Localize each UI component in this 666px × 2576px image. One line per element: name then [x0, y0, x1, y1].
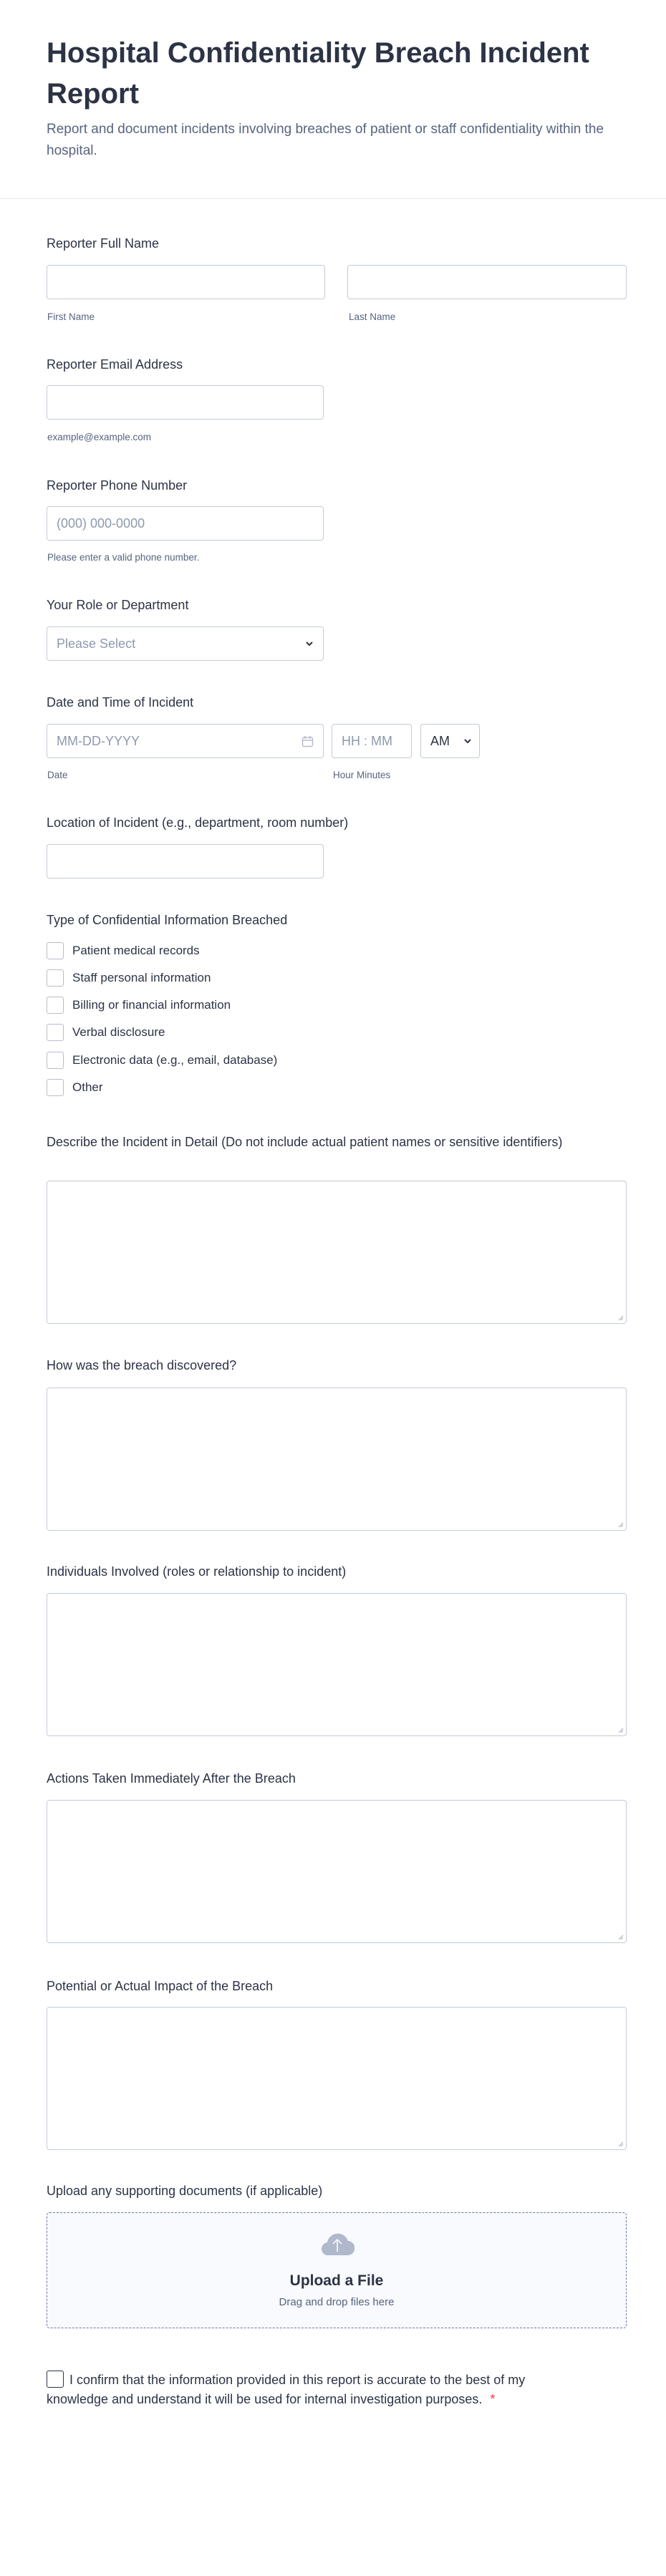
- last-name-sublabel: Last Name: [349, 311, 396, 322]
- checkbox[interactable]: [47, 1024, 64, 1041]
- confirm-checkbox-row[interactable]: [47, 2371, 548, 2409]
- calendar-icon[interactable]: [301, 735, 314, 747]
- checkbox[interactable]: [47, 969, 64, 987]
- describe-textarea[interactable]: [47, 1181, 627, 1324]
- resize-handle-icon[interactable]: [618, 1522, 624, 1528]
- date-input[interactable]: [47, 724, 324, 758]
- page-title: Hospital Confidentiality Breach Incident Report: [47, 37, 589, 110]
- resize-handle-icon[interactable]: [618, 1935, 624, 1940]
- time-input[interactable]: [332, 724, 412, 758]
- role-label: Your Role or Department: [47, 598, 189, 612]
- upload-label: Upload any supporting documents (if applicable): [47, 2184, 323, 2198]
- role-placeholder: Please Select: [57, 636, 136, 651]
- checkbox-label: Staff personal information: [72, 971, 211, 984]
- phone-label: Reporter Phone Number: [47, 478, 188, 493]
- ampm-select[interactable]: [420, 724, 480, 758]
- location-label: Location of Incident (e.g., department, room number): [47, 815, 349, 830]
- checkbox-label: Patient medical records: [72, 944, 200, 957]
- impact-label: Potential or Actual Impact of the Breach: [47, 1979, 274, 1993]
- datetime-label: Date and Time of Incident: [47, 695, 194, 710]
- phone-placeholder: (000) 000-0000: [57, 515, 145, 531]
- checkbox-label: Electronic data (e.g., email, database): [72, 1053, 278, 1067]
- checkbox-electronic-data[interactable]: [47, 1051, 277, 1070]
- upload-hint: Drag and drop files here: [279, 2296, 395, 2308]
- confirm-checkbox[interactable]: [47, 2371, 64, 2388]
- header-divider: [0, 198, 666, 199]
- cloud-upload-icon: [320, 2232, 354, 2256]
- time-placeholder: HH : MM: [342, 733, 392, 748]
- role-select[interactable]: [47, 626, 324, 661]
- resize-handle-icon[interactable]: [618, 2141, 624, 2147]
- first-name-sublabel: First Name: [47, 311, 95, 322]
- upload-title: Upload a File: [289, 2272, 384, 2289]
- checkbox-label: Other: [72, 1080, 103, 1094]
- checkbox[interactable]: [47, 1052, 64, 1069]
- first-name-input[interactable]: [47, 265, 325, 299]
- checkbox-billing-info[interactable]: [47, 996, 231, 1015]
- info-type-label: Type of Confidential Information Breached: [47, 913, 288, 927]
- checkbox-label: Verbal disclosure: [72, 1025, 165, 1039]
- individuals-label: Individuals Involved (roles or relationship to incident): [47, 1564, 347, 1579]
- date-sublabel: Date: [47, 770, 68, 780]
- individuals-textarea[interactable]: [47, 1593, 627, 1736]
- actions-label: Actions Taken Immediately After the Breach: [47, 1771, 296, 1786]
- email-sublabel: example@example.com: [47, 432, 152, 442]
- resize-handle-icon[interactable]: [618, 1728, 624, 1733]
- checkbox[interactable]: [47, 1079, 64, 1096]
- chevron-down-icon: [463, 738, 472, 744]
- email-label: Reporter Email Address: [47, 357, 183, 372]
- required-mark: *: [490, 2392, 496, 2406]
- chevron-down-icon: [305, 641, 314, 647]
- describe-label: Describe the Incident in Detail (Do not include actual patient names or sensitive identifiers): [47, 1135, 563, 1149]
- discovered-label: How was the breach discovered?: [47, 1358, 237, 1372]
- file-upload-dropzone[interactable]: [47, 2212, 627, 2328]
- phone-input[interactable]: [47, 506, 324, 541]
- page-subtitle: Report and document incidents involving breaches of patient or staff confidentiality within the hospital.: [47, 122, 604, 158]
- location-input[interactable]: [47, 844, 324, 878]
- resize-handle-icon[interactable]: [618, 1315, 624, 1321]
- checkbox[interactable]: [47, 997, 64, 1014]
- confirm-label: I confirm that the information provided in this report is accurate to the best of my knowledge and understand it will be used for internal investigation purposes.: [47, 2373, 526, 2406]
- checkbox-other[interactable]: [47, 1078, 103, 1097]
- checkbox-staff-info[interactable]: [47, 969, 211, 987]
- ampm-value: AM: [430, 733, 450, 748]
- phone-sublabel: Please enter a valid phone number.: [47, 552, 200, 563]
- full-name-label: Reporter Full Name: [47, 236, 160, 251]
- checkbox-patient-records[interactable]: [47, 941, 200, 960]
- impact-textarea[interactable]: [47, 2007, 627, 2150]
- checkbox[interactable]: [47, 942, 64, 959]
- checkbox-label: Billing or financial information: [72, 998, 231, 1012]
- time-sublabel: Hour Minutes: [333, 770, 391, 780]
- actions-textarea[interactable]: [47, 1800, 627, 1943]
- date-placeholder: MM-DD-YYYY: [57, 733, 140, 748]
- last-name-input[interactable]: [347, 265, 627, 299]
- email-input[interactable]: [47, 385, 324, 420]
- checkbox-verbal-disclosure[interactable]: [47, 1023, 165, 1042]
- discovered-textarea[interactable]: [47, 1388, 627, 1531]
